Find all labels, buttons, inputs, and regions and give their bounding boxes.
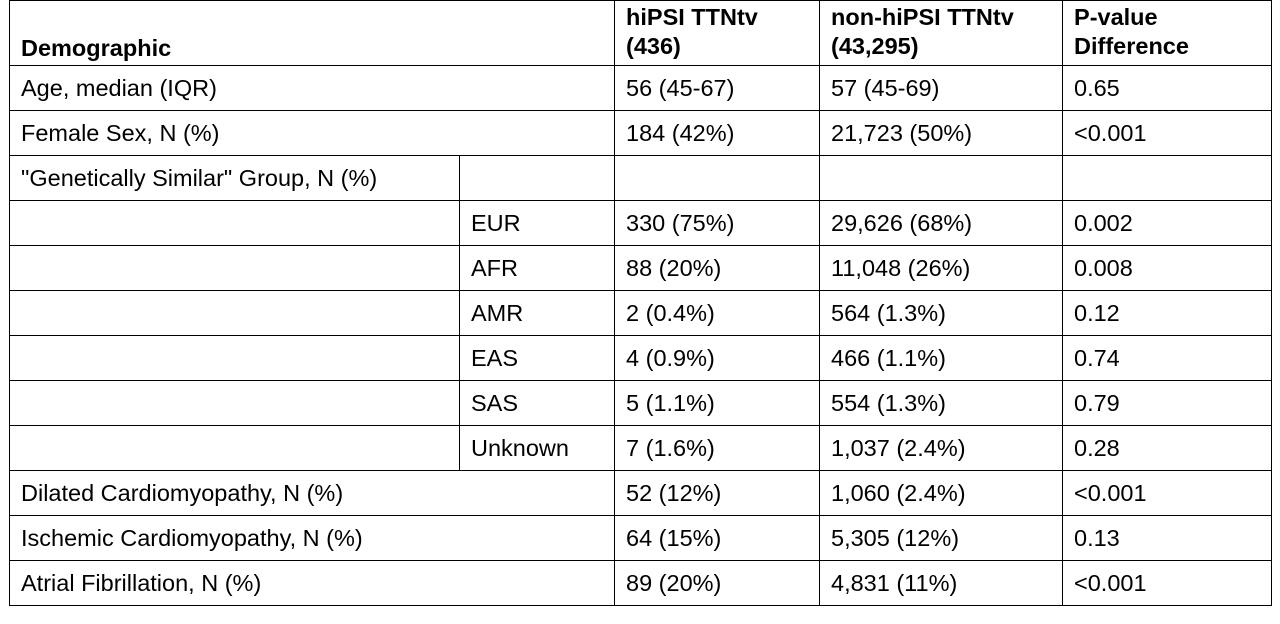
group-spacer: [10, 246, 460, 291]
cell-hipsi: 330 (75%): [615, 201, 820, 246]
table-row: [10, 111, 1272, 156]
group-label: "Genetically Similar" Group, N (%): [10, 156, 460, 201]
header-pvalue: P-value Difference: [1063, 1, 1272, 66]
table-row: [10, 561, 1272, 606]
row-label: Age, median (IQR): [10, 66, 615, 111]
demographics-table: [9, 0, 1272, 606]
group-subrow: [10, 426, 1272, 471]
cell-nonhipsi: 29,626 (68%): [820, 201, 1063, 246]
table-row: [10, 66, 1272, 111]
cell-pvalue: 0.002: [1063, 201, 1272, 246]
group-header-row: [10, 156, 1272, 201]
cell-pvalue: 0.79: [1063, 381, 1272, 426]
cell-nonhipsi: 466 (1.1%): [820, 336, 1063, 381]
group-spacer: [10, 201, 460, 246]
group-subrow: [10, 381, 1272, 426]
cell-hipsi: 89 (20%): [615, 561, 820, 606]
cell-hipsi: 56 (45-67): [615, 66, 820, 111]
cell-nonhipsi: 4,831 (11%): [820, 561, 1063, 606]
cell-hipsi: 64 (15%): [615, 516, 820, 561]
table-row: [10, 516, 1272, 561]
cell-nonhipsi: 5,305 (12%): [820, 516, 1063, 561]
cell-pvalue: 0.008: [1063, 246, 1272, 291]
cell-nonhipsi: 57 (45-69): [820, 66, 1063, 111]
cell-pvalue: 0.13: [1063, 516, 1272, 561]
group-spacer: [10, 291, 460, 336]
row-label: Dilated Cardiomyopathy, N (%): [10, 471, 615, 516]
cell-hipsi: 5 (1.1%): [615, 381, 820, 426]
cell-nonhipsi-empty: [820, 156, 1063, 201]
group-subrow: [10, 291, 1272, 336]
subrow-label: EAS: [460, 336, 615, 381]
cell-nonhipsi: 21,723 (50%): [820, 111, 1063, 156]
cell-nonhipsi: 1,060 (2.4%): [820, 471, 1063, 516]
subrow-label: AMR: [460, 291, 615, 336]
cell-hipsi-empty: [615, 156, 820, 201]
cell-pvalue: 0.28: [1063, 426, 1272, 471]
cell-pvalue: <0.001: [1063, 471, 1272, 516]
subrow-label: SAS: [460, 381, 615, 426]
group-subrow: [10, 336, 1272, 381]
cell-pvalue: 0.65: [1063, 66, 1272, 111]
group-subrow: [10, 246, 1272, 291]
group-spacer: [10, 426, 460, 471]
group-spacer: [10, 381, 460, 426]
subrow-label: Unknown: [460, 426, 615, 471]
cell-pvalue: <0.001: [1063, 111, 1272, 156]
header-nonhipsi: non-hiPSI TTNtv (43,295): [820, 1, 1063, 66]
cell-nonhipsi: 11,048 (26%): [820, 246, 1063, 291]
cell-nonhipsi: 564 (1.3%): [820, 291, 1063, 336]
group-subrow: [10, 201, 1272, 246]
row-label: Female Sex, N (%): [10, 111, 615, 156]
cell-hipsi: 88 (20%): [615, 246, 820, 291]
cell-hipsi: 4 (0.9%): [615, 336, 820, 381]
cell-hipsi: 52 (12%): [615, 471, 820, 516]
subrow-label: AFR: [460, 246, 615, 291]
cell-pvalue: 0.74: [1063, 336, 1272, 381]
cell-nonhipsi: 1,037 (2.4%): [820, 426, 1063, 471]
header-row: [10, 1, 1272, 66]
row-label: Atrial Fibrillation, N (%): [10, 561, 615, 606]
cell-pvalue: <0.001: [1063, 561, 1272, 606]
cell-pvalue: 0.12: [1063, 291, 1272, 336]
row-label: Ischemic Cardiomyopathy, N (%): [10, 516, 615, 561]
cell-hipsi: 184 (42%): [615, 111, 820, 156]
group-label-filler: [460, 156, 615, 201]
cell-pvalue-empty: [1063, 156, 1272, 201]
table-row: [10, 471, 1272, 516]
cell-hipsi: 2 (0.4%): [615, 291, 820, 336]
cell-hipsi: 7 (1.6%): [615, 426, 820, 471]
header-hipsi: hiPSI TTNtv (436): [615, 1, 820, 66]
cell-nonhipsi: 554 (1.3%): [820, 381, 1063, 426]
group-spacer: [10, 336, 460, 381]
subrow-label: EUR: [460, 201, 615, 246]
header-demographic: Demographic: [10, 1, 615, 66]
